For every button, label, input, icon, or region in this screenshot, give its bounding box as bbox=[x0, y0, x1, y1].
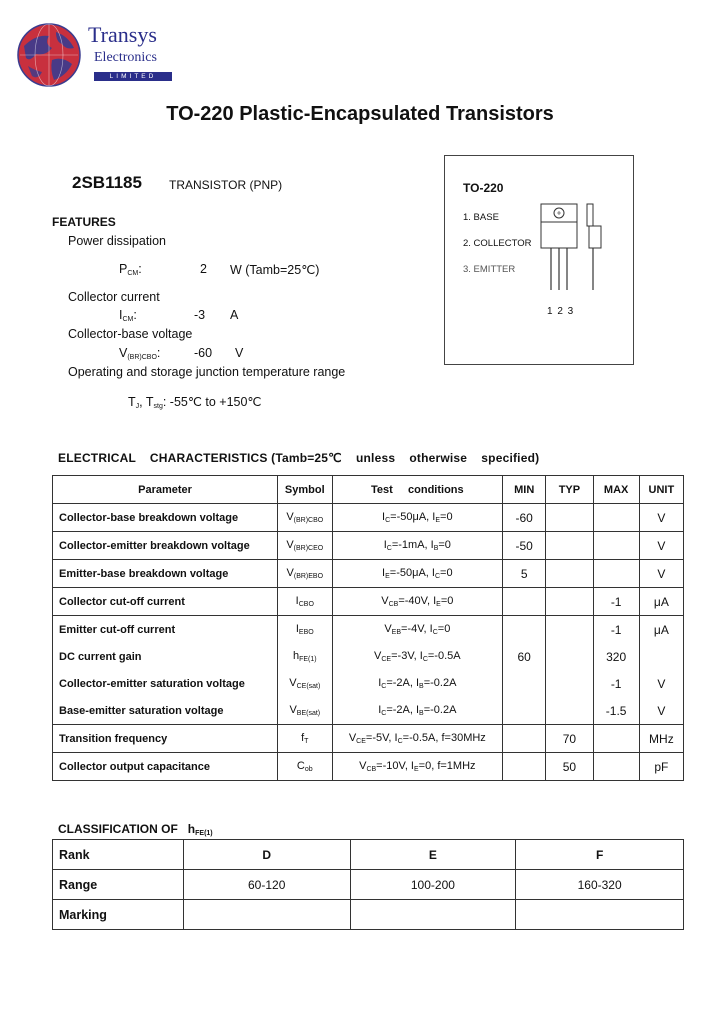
header-typ: TYP bbox=[546, 476, 593, 504]
part-number: 2SB1185 bbox=[72, 173, 142, 192]
table-row bbox=[53, 504, 684, 532]
vcbo-value: -60 bbox=[194, 346, 213, 360]
condition-cell: $V_{CE}=-3V$, $I_C=-0.5A$ bbox=[332, 643, 503, 670]
min-cell bbox=[503, 670, 546, 697]
unit-cell: V bbox=[639, 532, 683, 560]
table-row bbox=[53, 532, 684, 560]
max-cell bbox=[593, 725, 639, 753]
typ-cell bbox=[546, 643, 593, 670]
condition-cell: $V_{CB}=-40V$, $I_E=0$ bbox=[332, 588, 503, 616]
unit-cell: MHz bbox=[639, 725, 683, 753]
min-cell bbox=[503, 753, 546, 781]
table-row bbox=[53, 643, 684, 670]
typ-cell bbox=[546, 560, 593, 588]
pin-2-label: 2. COLLECTOR bbox=[463, 238, 532, 249]
min-cell: -50 bbox=[503, 532, 546, 560]
header-max: MAX bbox=[593, 476, 639, 504]
pcm-value: 2 bbox=[200, 262, 207, 276]
classification-table bbox=[52, 839, 684, 930]
electrical-characteristics-table bbox=[52, 475, 684, 781]
condition-cell: $I_C=-1mA$, $I_B=0$ bbox=[332, 532, 503, 560]
condition-cell: $V_{CB}=-10V$, $I_E=0$, f=1MHz bbox=[332, 753, 503, 781]
min-cell: 60 bbox=[503, 643, 546, 670]
param-cell: Collector-base breakdown voltage bbox=[53, 504, 278, 532]
param-cell: Transition frequency bbox=[53, 725, 278, 753]
symbol-cell: $V_{CE(sat)}$ bbox=[278, 670, 332, 697]
classification-heading: CLASSIFICATION OF $h_{FE(1)}$ bbox=[58, 822, 213, 837]
rank-label: Rank bbox=[53, 840, 184, 870]
param-cell: Collector-emitter saturation voltage bbox=[53, 670, 278, 697]
table-header-row bbox=[53, 476, 684, 504]
symbol-cell: $V_{BE(sat)}$ bbox=[278, 697, 332, 725]
condition-cell: $V_{CE}=-5V$, $I_C=-0.5A$, f=30MHz bbox=[332, 725, 503, 753]
unit-cell bbox=[639, 643, 683, 670]
collector-current-label: Collector current bbox=[68, 290, 160, 304]
max-cell bbox=[593, 532, 639, 560]
param-cell: DC current gain bbox=[53, 643, 278, 670]
symbol-cell: $C_{ob}$ bbox=[278, 753, 332, 781]
min-cell: -60 bbox=[503, 504, 546, 532]
min-cell bbox=[503, 697, 546, 725]
param-cell: Collector cut-off current bbox=[53, 588, 278, 616]
brand-limited-bar: LIMITED bbox=[94, 72, 172, 81]
features-heading: FEATURES bbox=[52, 215, 116, 229]
pin-3-label: 3. EMITTER bbox=[463, 264, 516, 275]
unit-cell: V bbox=[639, 560, 683, 588]
typ-cell bbox=[546, 697, 593, 725]
rank-cell: F bbox=[516, 840, 684, 870]
range-label: Range bbox=[53, 870, 184, 900]
pin-1-label: 1. BASE bbox=[463, 212, 499, 223]
max-cell: -1.5 bbox=[593, 697, 639, 725]
max-cell: -1 bbox=[593, 588, 639, 616]
max-cell: 320 bbox=[593, 643, 639, 670]
to220-package-drawing bbox=[537, 200, 617, 300]
electrical-characteristics-heading: ELECTRICAL CHARACTERISTICS (Tamb=25℃ unless otherwise specified) bbox=[58, 451, 540, 465]
rank-cell: E bbox=[350, 840, 516, 870]
unit-cell: pF bbox=[639, 753, 683, 781]
rank-cell: D bbox=[183, 840, 350, 870]
vcbo-symbol: $V_{(BR)CBO}$: bbox=[119, 346, 161, 361]
condition-cell: $I_C=-50\mu A$, $I_E=0$ bbox=[332, 504, 503, 532]
unit-cell: μA bbox=[639, 588, 683, 616]
unit-cell: V bbox=[639, 504, 683, 532]
range-cell: 100-200 bbox=[350, 870, 516, 900]
temperature-range-value: $T_J$, $T_{stg}$: -55℃ to +150℃ bbox=[128, 395, 262, 410]
table-row bbox=[53, 588, 684, 616]
typ-cell bbox=[546, 504, 593, 532]
symbol-cell: $f_T$ bbox=[278, 725, 332, 753]
typ-cell bbox=[546, 588, 593, 616]
rank-row bbox=[53, 840, 684, 870]
symbol-cell: $V_{(BR)CBO}$ bbox=[278, 504, 332, 532]
marking-row bbox=[53, 900, 684, 930]
min-cell bbox=[503, 725, 546, 753]
typ-cell bbox=[546, 670, 593, 697]
table-row bbox=[53, 670, 684, 697]
marking-cell bbox=[350, 900, 516, 930]
table-row bbox=[53, 616, 684, 644]
pcm-symbol: $P_{CM}$: bbox=[119, 262, 142, 277]
symbol-cell: $V_{(BR)EBO}$ bbox=[278, 560, 332, 588]
part-type: TRANSISTOR (PNP) bbox=[169, 178, 283, 192]
typ-cell bbox=[546, 532, 593, 560]
condition-cell: $I_C=-2A$, $I_B=-0.2A$ bbox=[332, 697, 503, 725]
icm-unit: A bbox=[230, 308, 239, 322]
brand-subtitle: Electronics bbox=[94, 50, 157, 65]
header-symbol: Symbol bbox=[278, 476, 332, 504]
typ-cell: 70 bbox=[546, 725, 593, 753]
max-cell: -1 bbox=[593, 616, 639, 644]
vcbo-unit: V bbox=[235, 346, 244, 360]
range-cell: 160-320 bbox=[516, 870, 684, 900]
typ-cell bbox=[546, 616, 593, 644]
document-title: TO-220 Plastic-Encapsulated Transistors bbox=[166, 103, 554, 125]
icm-value: -3 bbox=[194, 308, 206, 322]
package-box bbox=[444, 155, 634, 365]
condition-cell: $V_{EB}=-4V$, $I_C=0$ bbox=[332, 616, 503, 644]
range-cell: 60-120 bbox=[183, 870, 350, 900]
header-parameter: Parameter bbox=[53, 476, 278, 504]
param-cell: Collector-emitter breakdown voltage bbox=[53, 532, 278, 560]
unit-cell: V bbox=[639, 670, 683, 697]
power-dissipation-label: Power dissipation bbox=[68, 234, 166, 248]
symbol-cell: $h_{FE(1)}$ bbox=[278, 643, 332, 670]
unit-cell: μA bbox=[639, 616, 683, 644]
header-unit: UNIT bbox=[639, 476, 683, 504]
table-row bbox=[53, 697, 684, 725]
unit-cell: V bbox=[639, 697, 683, 725]
pcm-unit: W (Tamb=25℃) bbox=[230, 263, 320, 277]
symbol-cell: $V_{(BR)CEO}$ bbox=[278, 532, 332, 560]
temperature-range-label: Operating and storage junction temperature range bbox=[68, 365, 346, 379]
marking-label: Marking bbox=[53, 900, 184, 930]
param-cell: Emitter cut-off current bbox=[53, 616, 278, 644]
min-cell bbox=[503, 588, 546, 616]
collector-base-voltage-label: Collector-base voltage bbox=[68, 327, 193, 341]
brand-name: Transys bbox=[88, 22, 157, 47]
min-cell: 5 bbox=[503, 560, 546, 588]
param-cell: Base-emitter saturation voltage bbox=[53, 697, 278, 725]
condition-cell: $I_E=-50\mu A$, $I_C=0$ bbox=[332, 560, 503, 588]
max-cell bbox=[593, 560, 639, 588]
header-min: MIN bbox=[503, 476, 546, 504]
marking-cell bbox=[183, 900, 350, 930]
symbol-cell: $I_{CBO}$ bbox=[278, 588, 332, 616]
min-cell bbox=[503, 616, 546, 644]
transys-globe-logo bbox=[16, 22, 82, 88]
table-row bbox=[53, 560, 684, 588]
range-row bbox=[53, 870, 684, 900]
param-cell: Collector output capacitance bbox=[53, 753, 278, 781]
header-test-conditions: Test conditions bbox=[332, 476, 503, 504]
table-row bbox=[53, 753, 684, 781]
table-row bbox=[53, 725, 684, 753]
icm-symbol: $I_{CM}$: bbox=[119, 308, 137, 323]
max-cell: -1 bbox=[593, 670, 639, 697]
condition-cell: $I_C=-2A$, $I_B=-0.2A$ bbox=[332, 670, 503, 697]
symbol-cell: $I_{EBO}$ bbox=[278, 616, 332, 644]
pin-numbers: 1 2 3 bbox=[547, 306, 575, 317]
max-cell bbox=[593, 504, 639, 532]
max-cell bbox=[593, 753, 639, 781]
typ-cell: 50 bbox=[546, 753, 593, 781]
param-cell: Emitter-base breakdown voltage bbox=[53, 560, 278, 588]
marking-cell bbox=[516, 900, 684, 930]
package-name: TO-220 bbox=[463, 181, 504, 195]
